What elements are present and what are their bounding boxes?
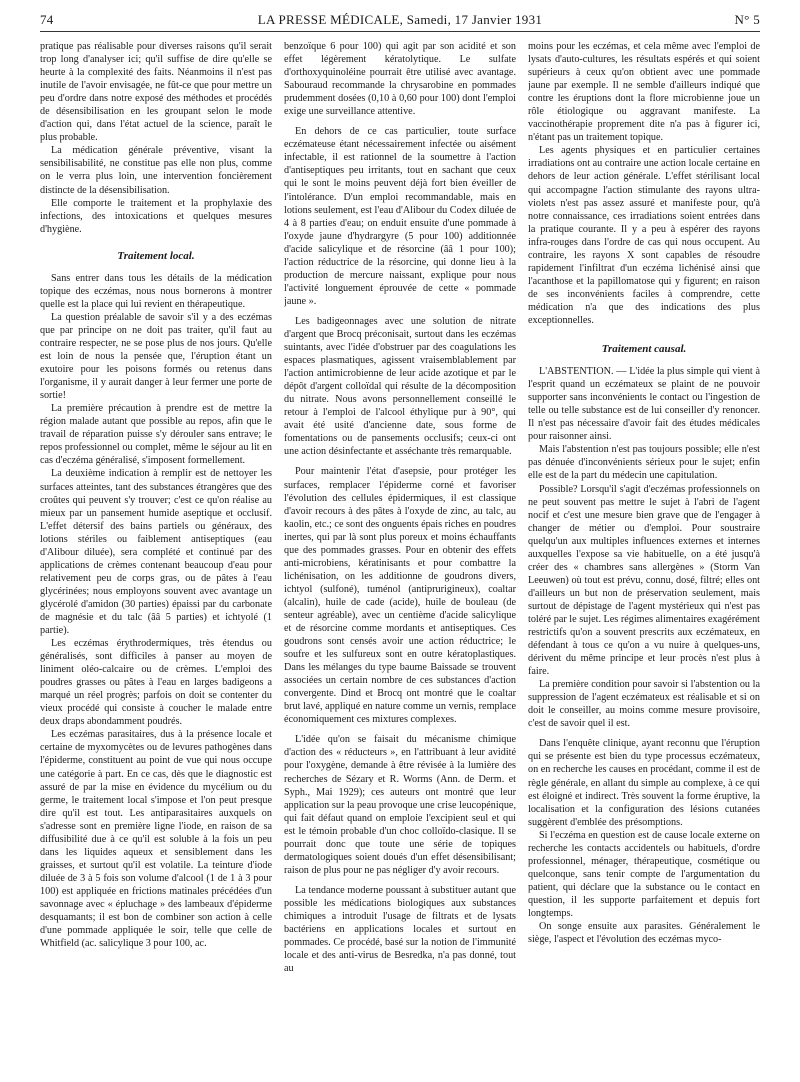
paragraph: Possible? Lorsqu'il s'agit d'eczémas professionnels on ne peut souvent pas mettre le sujet à l'abri de l'agent nocif et c'est une mesure bien grave que de l'engager à changer de métier ou d'emploi. Pour soustraire quelqu'un aux multiples influences externes et internes auxquelles l'expose sa vie habituelle, on a été jusqu'à créer des « chambres sans allergènes » (Storm Van Leeuwen) où tout est prévu, connu, dosé, filtré; elles ont d'ailleurs un but non de préservation seulement, mais surtout de dépistage de l'agent mystérieux qui n'est pas toléré par le sujet. Les régimes alimentaires exagérément restrictifs qu'on a souvent prescrits aux eczémateux, en défendant à tous ce qu'on a vu nuire à quelques-uns, dérivent du même principe et leur procès n'est plus à faire.	[528, 483, 760, 678]
paragraph: moins pour les eczémas, et cela même avec l'emploi de lysats d'auto-cultures, les résultats espérés et qui soient supérieurs à ceux qu'on obtient avec une pommade jaune par exemple. Il ne semble d'ailleurs indiqué que contre les éruptions dont la flore microbienne joue un rôle étiologique ou aggravant manifeste. La vaccinothérapie proprement dite n'a pas à figurer ici, n'étant pas un traitement topique.	[528, 41, 760, 144]
paragraph: Les agents physiques et en particulier certaines irradiations ont au contraire une action locale certaine en dehors de leur action générale. L'effet stérilisant local qui accompagne l'action stimulante des rayons ultra-violets n'est pas assez assuré et manifeste pour, qu'à notre connaissance, ces irradiations soient entrées dans la pratique courante. Il y a peu à espérer des rayons infra-rouges dans l'ordre de cas qui nous occupent. Au contraire, les rayons X sont capables de résoudre rapidement l'infiltrat d'un eczéma lichénisé ainsi que l'acanthose et la papillomatose qui y figurent; en raison de ses inconvénients faciles à comprendre, cette médication n'a que des indications des plus exceptionnelles.	[528, 145, 760, 326]
text-column-2	[284, 40, 516, 1070]
paragraph: Les eczémas parasitaires, dus à la présence locale et certaine de myxomycètes ou de levures pathogènes dans l'épiderme, constituent au point de vue qui nous occupe une catégorie à part. En ce cas, dès que le diagnostic est assuré de par la mise en évidence du mycélium ou du germe, le traitement local s'impose et l'on peut presque dire qu'il est tout. Les antiparasitaires auxquels on s'adresse sont en première ligne l'iode, en raison de sa diffusibilité due à ce qu'il est soluble à la fois un peu dans les liquides aqueux et sensiblement dans les graisses, et surtout qu'il est volatile. La teinture d'iode diluée de 3 à 5 fois son volume d'alcool (1 de 1 à 3 pour 100) est appliquée en frictions matinales précédées d'un savonnage avec « épluchage » des lambeaux d'épiderme desquamants; il est bon de combiner son action à celle d'une pommade appliquée le soir, telle que celle de Whitfield (ac. salicylique 3 pour 100, ac.	[40, 729, 272, 950]
page-number: 74	[40, 12, 54, 27]
section-heading: Traitement local.	[117, 249, 195, 262]
paragraph: pratique pas réalisable pour diverses raisons qu'il serait trop long d'analyser ici; qu'il suffise de dire qu'elle se heurte à la complexité des faits. Néanmoins il n'est pas inutile de l'avoir envisagée, ne fût-ce que pour mettre un peu d'ordre dans notre exposé des méthodes et procédés de désensibilisation en les groupant selon le mode d'action qui, dans l'état actuel de la science, paraît le plus probable.	[40, 41, 272, 144]
journal-title: LA PRESSE MÉDICALE, Samedi, 17 Janvier 1931	[257, 12, 543, 27]
issue-number: N° 5	[734, 12, 760, 27]
paragraph: L'ABSTENTION. — L'idée la plus simple qui vient à l'esprit quand un eczémateux se plaint de ne pouvoir supporter sans inconvénients le contact ou l'ingestion de telle ou telle substance est de lui conseiller d'y renoncer. Il n'est pas nécessaire d'avoir fait des études médicales pour raisonner ainsi.	[528, 366, 760, 443]
paragraph: Elle comporte le traitement et la prophylaxie des infections, des intoxications et quelques mesures d'hygiène.	[40, 197, 272, 235]
header-rule	[40, 31, 760, 32]
paragraph: Les eczémas érythrodermiques, très étendus ou généralisés, sont difficiles à panser au moyen de liniment oléo-calcaire ou de crèmes. L'emploi des poudres grasses ou pâtes à l'eau en larges badigeons a marqué un réel progrès; parfois on doit se contenter du vieux procédé qui consiste à coucher le malade entre deux draps abondamment poudrés.	[40, 638, 272, 728]
paragraph: On songe ensuite aux parasites. Généralement le siège, l'aspect et l'évolution des eczémas myco-	[528, 921, 760, 946]
paragraph: Mais l'abstention n'est pas toujours possible; elle n'est pas dénuée d'inconvénients sérieux pour le sujet; enfin elle est de la part du médecin une capitulation.	[528, 444, 760, 482]
paragraph: La médication générale préventive, visant la sensibilisabilité, ne constitue pas elle non plus, comme on le verra plus loin, une intervention foncièrement distincte de la désensibilisation.	[40, 145, 272, 196]
paragraph: benzoïque 6 pour 100) qui agit par son acidité et son effet légèrement kératolytique. Le sulfate d'orthoxyquinoléine pourrait être utilisé avec avantage. Sabouraud recommande la chrysarobine en pommades prudemment dosées (0,10 à 0,60 pour 100) dont l'emploi exige une surveillance attentive.	[284, 41, 516, 118]
section-heading: Traitement causal.	[601, 343, 687, 356]
text-column-3	[528, 40, 760, 1070]
paragraph: Les badigeonnages avec une solution de nitrate d'argent que Brocq préconisait, surtout dans les eczémas suintants, avec l'idée d'obstruer par des coagulations les espaces plasmatiques, agissent vraisemblablement par l'action antimicrobienne de leur acide azotique et par le dépôt d'argent colloïdal qui résulte de la décomposition du nitrate. Nous avons personnellement conseillé le retour à l'emploi de l'alcool éthylique pur à 90°, qui avait été usité d'ancienne date, sous forme de fomentations ou de pansements occlusifs; ceux-ci ont une action désinfectante et asséchante très remarquable.	[284, 315, 516, 458]
paragraph: L'idée qu'on se faisait du mécanisme chimique d'action des « réducteurs », en l'attribuant à leur avidité pour l'oxygène, demande à être révisée à la lumière des recherches de Sézary et R. Worms (Ann. de Derm. et Syph., Mai 1929); ces auteurs ont montré que leur application sur la peau provoque une crise leucopénique, qui fait défaut quand on emploie l'excipient seul et qui est le témoin probable d'un choc colloïdo-clasique. Il se pourrait donc que toute une série de topiques dermatologiques soient doués d'un effet désensibilisant; raison de plus pour ne pas négliger d'y avoir recours.	[284, 734, 516, 876]
paragraph: La tendance moderne poussant à substituer autant que possible les médications biologiques aux substances chimiques a introduit l'usage de filtrats et de lysats bactériens en applications locales et surtout en pommades. Ce procédé, basé sur la notion de l'immunité locale et des anti-virus de Besredka, n'a pas donné, tout au	[284, 884, 516, 975]
paragraph: Dans l'enquête clinique, ayant reconnu que l'éruption qui se présente est bien du type processus eczémateux, on en recherche les causes en procédant, comme il est de règle générale, en allant du simple au complexe, à ce qui est éloigné et indirect. Très souvent la forme éruptive, la localisation et la configuration des lésions cutanées suggèrent d'emblée des présomptions.	[528, 738, 760, 828]
paragraph: La deuxième indication à remplir est de nettoyer les surfaces atteintes, tant des substances étrangères que des croûtes qui peuvent s'y trouver; c'est ce qu'on réalise au mieux par un pansement humide aseptique et occlusif. L'effet détersif des bains partiels ou généraux, des lotions stériles ou faiblement antiseptiques (eau d'Alibour diluée), sera complété et continué par des applications de crèmes contenant beaucoup d'eau pour relativement peu de corps gras, ou de pâtes à l'eau glycérinées; nous employons souvent avec avantage un glycérolé d'amidon (30 parties) épaissi par du carbonate de magnésie et du talc (ââ 5 parties) et ichtyolé (1 partie).	[40, 468, 272, 637]
paragraph: La question préalable de savoir s'il y a des eczémas que par principe on ne doit pas traiter, qu'il faut au contraire respecter, ne se pose plus de nos jours. Qu'elle est loin de nous la pensée que, l'éruption étant un exutoire pour les poisons formés ou retenus dans l'organisme, il y aurait danger à leur fermer une porte de sortie!	[40, 311, 272, 402]
paragraph: Sans entrer dans tous les détails de la médication topique des eczémas, nous nous bornerons à montrer quelle est la place qui lui revient en thérapeutique.	[40, 272, 272, 310]
page-header	[40, 12, 760, 28]
paragraph: Pour maintenir l'état d'asepsie, pour protéger les surfaces, remplacer l'épiderme corné et favoriser l'évolution des cellules épidermiques, il est classique d'avoir recours à des pâtes à l'oxyde de zinc, au talc, au kaolin, etc.; ce sont des onguents épais riches en poudres inertes, qui par là sont plus poreux et moins échauffants que des pommades grasses. Pour en obtenir des effets anti-microbiens, kératinisants et pour combattre la lichénisation, on les additionne de goudrons divers, ichtyol (sulfoné), tuménol (antiprurigineux), coaltar (alcalin), huile de cade (acide), huile de bouleau (de senteur agréable), avec un centième d'acide salicylique et de résorcine comme mordants et antiseptiques. Ces goudrons sont censés avoir une action réductrice; le soufre et les sulfureux sont en outre kératoplastiques. Dans les mélanges du type baume Baissade se trouvent associées un certain nombre de ces substances d'action convergente. Dind et Brocq ont montré que le coaltar brut lavé, appliqué en nature comme un vernis, remplace économiquement ces mixtures complexes.	[284, 466, 516, 726]
paragraph: En dehors de ce cas particulier, toute surface eczémateuse étant nécessairement infectée ou aisément infectable, il est rationnel de la soumettre à l'action d'antiseptiques peu irritants, tout en sachant que ceux qui le sont le moins peuvent déjà fort bien éveiller de l'intolérance. D'un emploi recommandable, mais en lotions seulement, est l'eau d'Alibour du Codex diluée de 4 à 8 parties d'eau; on enduit ensuite d'une pommade à l'oxyde jaune d'hydrargyre (5 pour 100) additionnée d'acide salicylique et de résorcine (ââ 1 pour 100); l'action réductrice de la résorcine, qui donne lieu à la production de mercure naissant, explique pour nous l'activité longuement éprouvée de cette « pommade jaune ».	[284, 126, 516, 307]
paragraph: La première condition pour savoir si l'abstention ou la suppression de l'agent eczémateux est réalisable et si on doit le conseiller, au moins comme mesure provisoire, c'est de savoir quel il est.	[528, 679, 760, 730]
paragraph: La première précaution à prendre est de mettre la région malade autant que possible au repos, afin que le travail de réparation puisse s'y dérouler sans entrave; le repos professionnel ou complet, même le séjour au lit en cas d'eczéma généralisé, s'imposent formellement.	[40, 403, 272, 467]
paragraph: Si l'eczéma en question est de cause locale externe on recherche les contacts accidentels ou habituels, d'ordre professionnel, ménager, thérapeutique, cosmétique ou quelconque, sans tenir compte de l'argumentation du patient, qui déclare que la substance ou le contact en question, il les supporte parfaitement et depuis fort longtemps.	[528, 829, 760, 919]
text-column-1	[40, 40, 272, 1070]
